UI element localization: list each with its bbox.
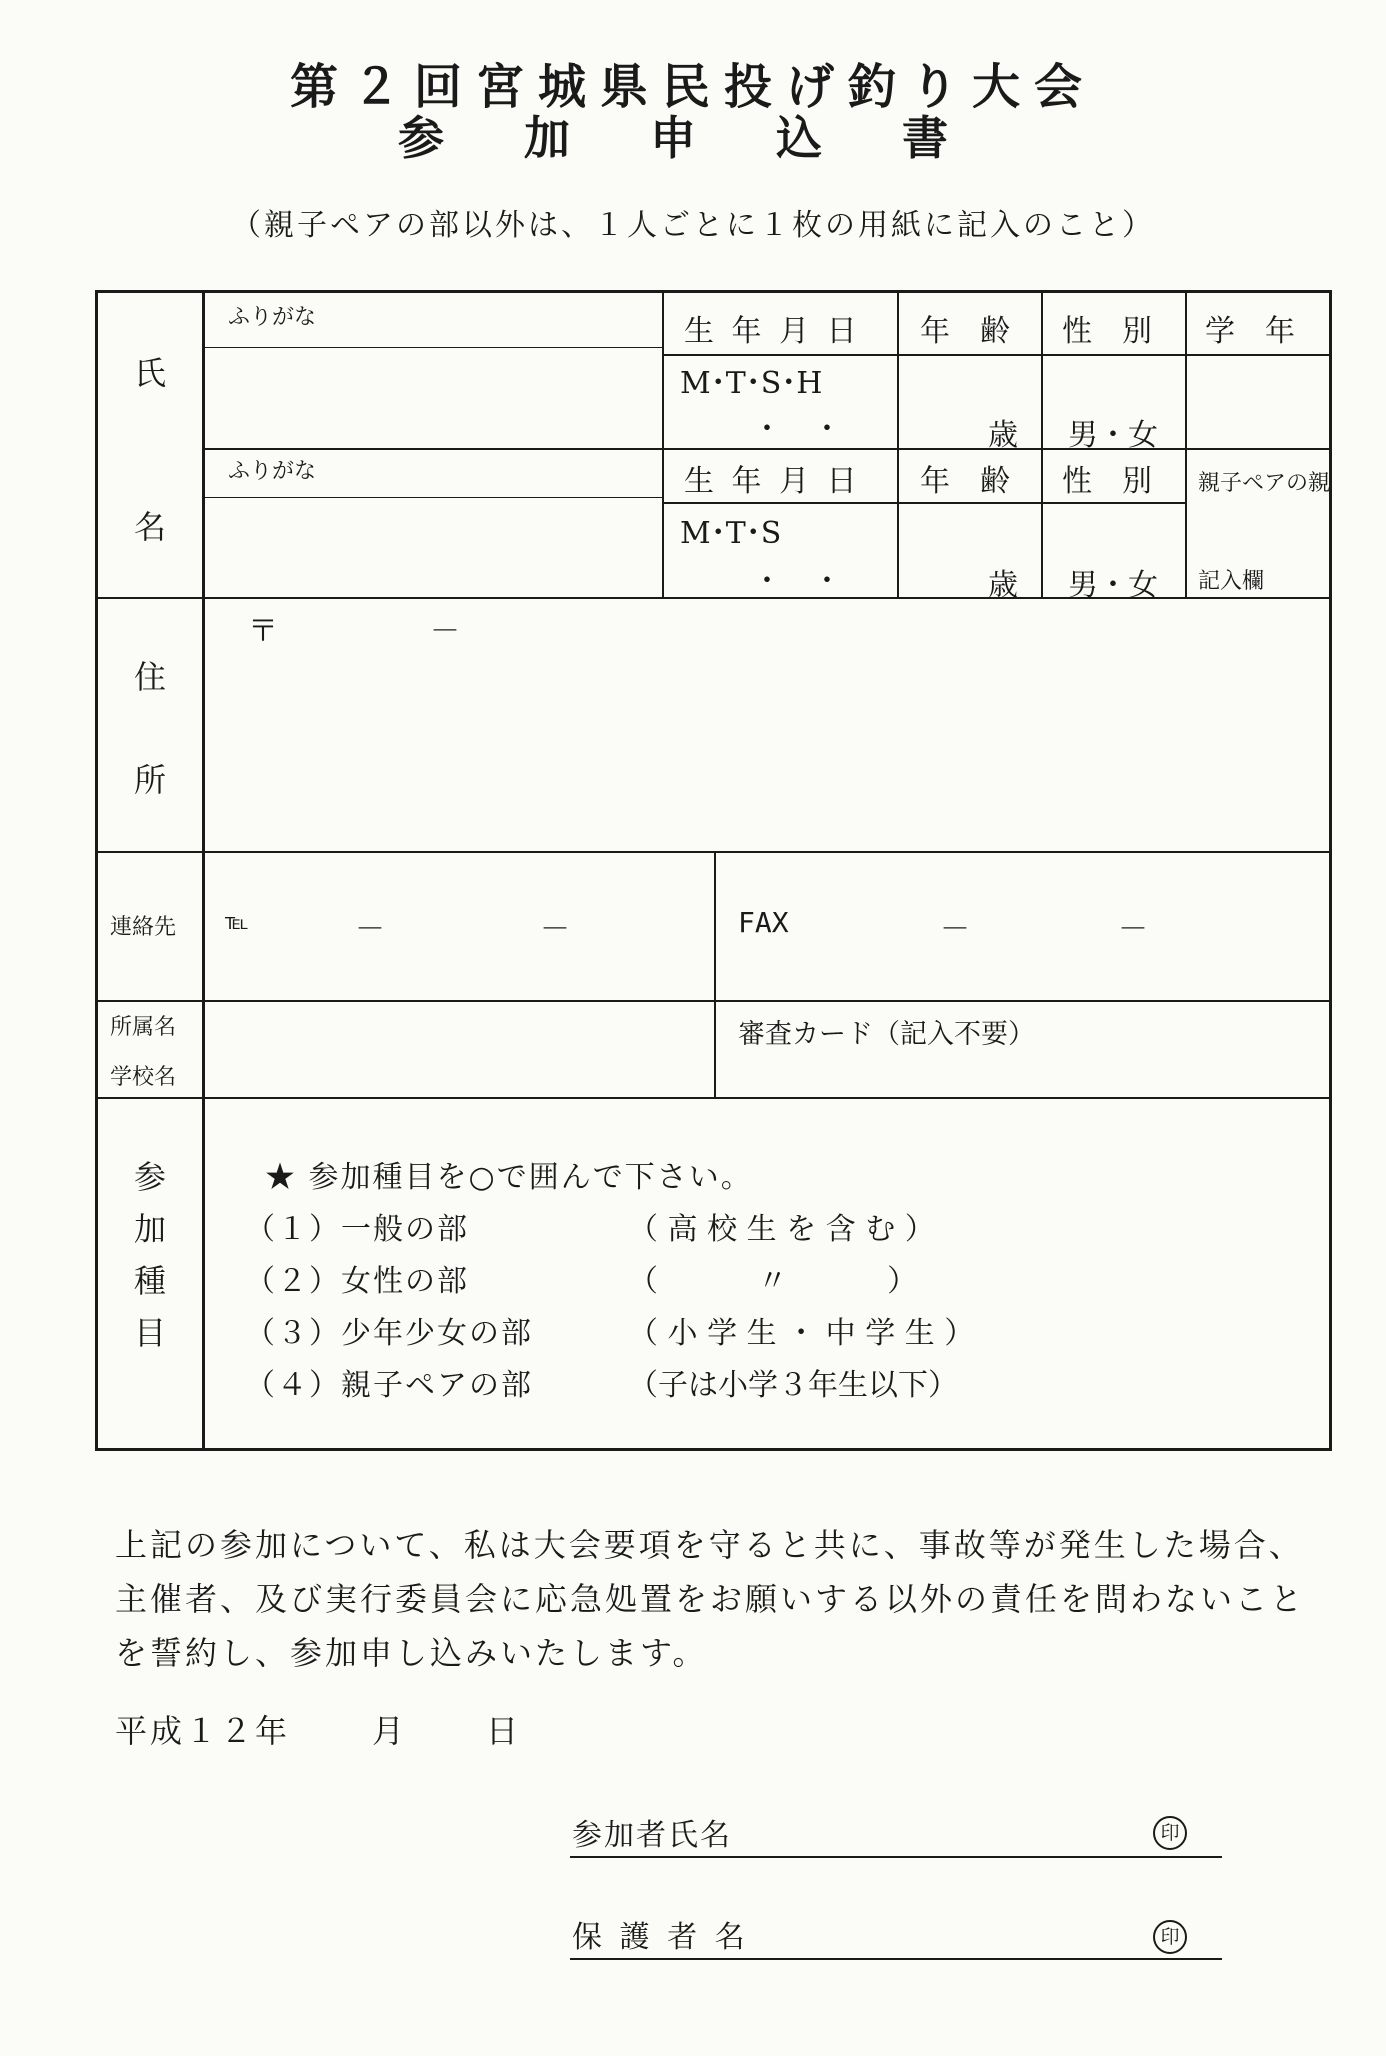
parent-note-2: 記入欄 [1198, 569, 1265, 594]
fax-dash-2: － [1118, 912, 1148, 947]
name-input-2[interactable] [212, 500, 656, 592]
fax-dash-1: － [940, 912, 970, 947]
form-note: （親子ペアの部以外は、１人ごとに１枚の用紙に記入のこと） [231, 208, 1155, 243]
name-label-1: 氏 [134, 354, 167, 392]
category-label-4: 目 [134, 1314, 167, 1352]
birthdate-header-2: 生 年 月 日 [684, 464, 861, 499]
row-divider-name [202, 448, 1332, 450]
col-birthdate [662, 290, 664, 599]
sex-options-1[interactable]: 男・女 [1068, 418, 1158, 453]
category-item-3[interactable]: （３）少年少女の部 [245, 1316, 533, 1351]
participant-signature-line[interactable] [570, 1856, 1222, 1858]
category-label-2: 加 [134, 1210, 167, 1248]
age-unit-1[interactable]: 歳 [988, 418, 1018, 453]
category-label-3: 種 [134, 1262, 167, 1300]
table-border-left [95, 290, 98, 1451]
furigana-line-1 [202, 347, 662, 348]
age-unit-2[interactable]: 歳 [988, 568, 1018, 603]
seal-icon: 印 [1153, 1816, 1187, 1850]
name-input-1[interactable] [212, 350, 656, 442]
furigana-label-1: ふりがな [228, 305, 317, 330]
sex-header-2: 性 別 [1062, 464, 1152, 499]
contact-column-divider [714, 851, 716, 1099]
pledge-text: 上記の参加について、私は大会要項を守ると共に、事故等が発生した場合、主催者、及び実行委員会に応急処置をお願いする以外の責任を問わないことを誓約し、参加申し込みいたします。 [115, 1526, 1306, 1672]
tel-dash-2: － [540, 912, 570, 947]
tel-label: ℡ [225, 910, 249, 935]
date-era-year: 平成１２年 [115, 1712, 291, 1750]
table-border-right [1329, 290, 1332, 1451]
guardian-signature-line[interactable] [570, 1958, 1222, 1960]
col-sex [1041, 290, 1043, 599]
category-note-1: （ 高 校 生 を 含 む ） [628, 1212, 935, 1247]
birthdate-header-1: 生 年 月 日 [684, 314, 861, 349]
category-note-3: （ 小 学 生 ・ 中 学 生 ） [628, 1316, 975, 1351]
era-options-1[interactable]: M･T･S･H [680, 366, 823, 401]
category-instruction: ★ 参加種目を○で囲んで下さい。 [265, 1160, 753, 1195]
header-line-row1 [662, 354, 1332, 356]
date-dots-2[interactable]: ・ ・ [752, 564, 842, 599]
address-input[interactable] [212, 650, 1322, 840]
fax-label: FAX [738, 906, 789, 939]
table-border-bottom [95, 1448, 1332, 1451]
category-item-2[interactable]: （２）女性の部 [245, 1264, 469, 1299]
address-label-1: 住 [134, 658, 167, 696]
grade-header: 学 年 [1205, 314, 1295, 349]
era-options-2[interactable]: M･T･S [680, 516, 782, 551]
col-age [897, 290, 899, 599]
category-label-1: 参 [134, 1158, 167, 1196]
category-item-1[interactable]: （１）一般の部 [245, 1212, 469, 1247]
age-header-2: 年 齢 [920, 464, 1010, 499]
age-header-1: 年 齢 [920, 314, 1010, 349]
sex-options-2[interactable]: 男・女 [1068, 568, 1158, 603]
table-border-top [95, 290, 1332, 293]
header-line-row2 [662, 502, 1185, 504]
tel-dash-1: － [355, 912, 385, 947]
sex-header-1: 性 別 [1062, 314, 1152, 349]
date-dots-1[interactable]: ・ ・ [752, 412, 842, 447]
affiliation-label: 所属名 [110, 1015, 177, 1040]
category-note-2: （ 〃 ） [628, 1264, 918, 1299]
furigana-line-2 [202, 497, 662, 498]
address-label-2: 所 [134, 761, 167, 799]
category-note-4: （子は小学３年生以下） [628, 1368, 958, 1403]
parent-note-1: 親子ペアの親 [1198, 471, 1331, 496]
form-title: 第２回宮城県民投げ釣り大会 [289, 59, 1096, 115]
date-month[interactable]: 月 [372, 1712, 405, 1750]
furigana-label-2: ふりがな [228, 459, 317, 484]
seal-icon: 印 [1153, 1920, 1187, 1954]
school-label: 学校名 [110, 1065, 177, 1090]
form-subtitle: 参加申込書 [398, 111, 1028, 165]
participant-name-label: 参加者氏名 [572, 1818, 732, 1853]
review-card-label: 審査カード（記入不要） [738, 1019, 1035, 1050]
guardian-name-label: 保 護 者 名 [572, 1920, 749, 1955]
name-label-2: 名 [134, 508, 167, 546]
postal-mark: 〒 [248, 614, 278, 649]
contact-label: 連絡先 [110, 915, 177, 940]
affiliation-input[interactable] [212, 1006, 708, 1092]
date-day[interactable]: 日 [486, 1712, 519, 1750]
category-item-4[interactable]: （４）親子ペアの部 [245, 1368, 533, 1403]
label-column-divider [202, 290, 205, 1451]
col-grade [1185, 290, 1187, 599]
postal-dash: － [430, 614, 460, 649]
